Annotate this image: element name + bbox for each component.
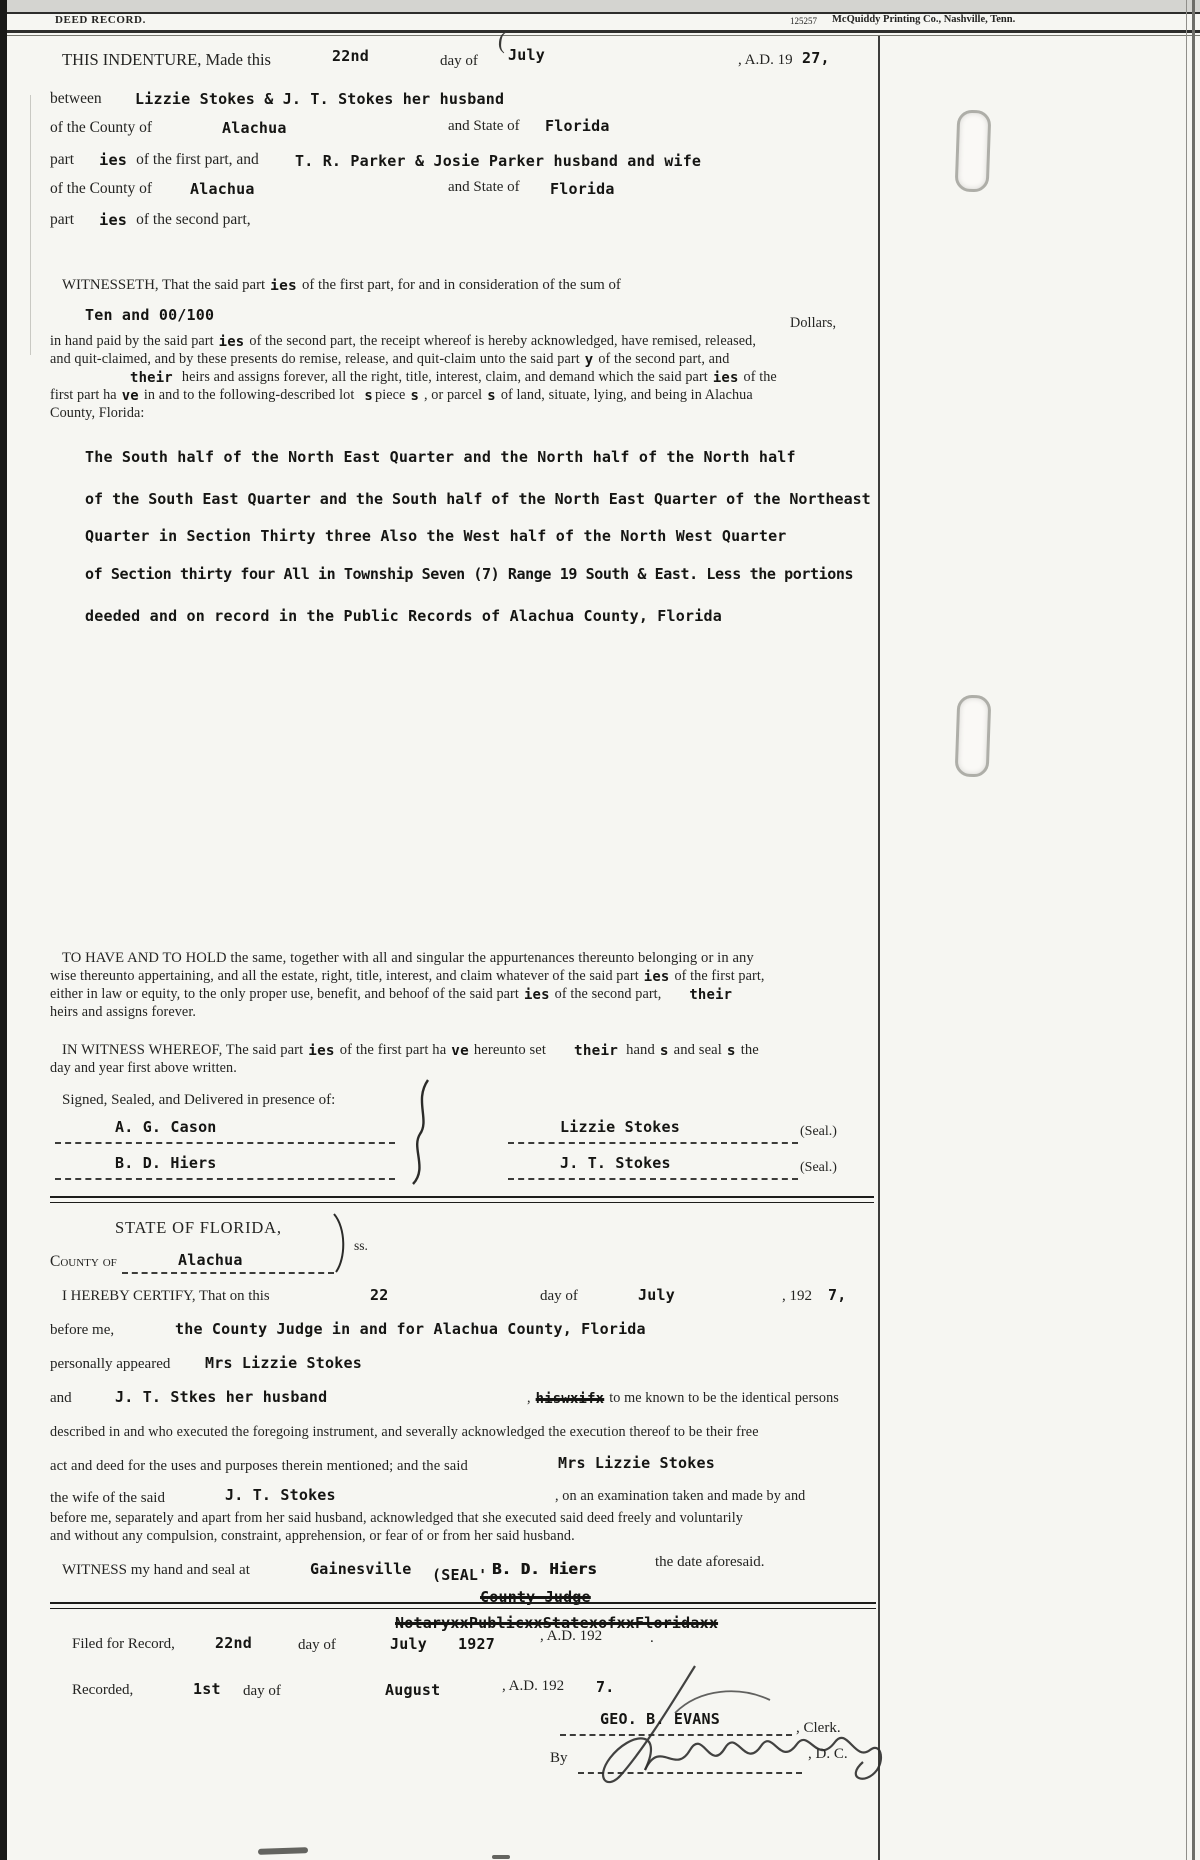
- recorded-ad-label: , A.D. 192: [502, 1678, 565, 1694]
- description-line-4: of Section thirty four All in Township Seven (7) Range 19 South & East. Less the portions: [85, 565, 854, 583]
- appeared-label: personally appeared: [50, 1356, 171, 1372]
- wife-name-typed: J. T. Stokes: [225, 1486, 336, 1504]
- bottom-ink-smudge: [258, 1847, 308, 1855]
- signer2-signature-line: [508, 1178, 798, 1180]
- witnesseth-pre: WITNESSETH, That the said part: [62, 277, 266, 293]
- said-name-typed: Mrs Lizzie Stokes: [558, 1454, 715, 1472]
- inwitness-line-1: [62, 1042, 759, 1059]
- between-label: between: [50, 90, 102, 107]
- habendum3-mid: of the second part,: [554, 986, 662, 1002]
- filed-ad-label: , A.D. 192: [540, 1628, 603, 1644]
- certify-label: I HEREBY CERTIFY, That on this: [62, 1288, 270, 1304]
- opening-ad-label: , A.D. 19: [738, 52, 793, 68]
- inwitness-m1: of the first part ha: [339, 1042, 447, 1058]
- wife-of-label: the wife of the said: [50, 1490, 165, 1506]
- certify-day-of-label: day of: [540, 1288, 578, 1304]
- body4-s1-typed: s: [364, 388, 373, 404]
- witnesseth-ies-typed: ies: [270, 278, 297, 294]
- filed-month-typed: July: [390, 1635, 427, 1653]
- grantee-state-label: and State of: [448, 179, 520, 195]
- body1-post: of the second part, the receipt whereof is hereby acknowledged, have remised, released,: [249, 333, 756, 349]
- description-line-1: The South half of the North East Quarter and the North half of the North half: [85, 448, 796, 466]
- opening-day-of-label: day of: [440, 53, 478, 69]
- seal1-label: (Seal.): [800, 1124, 837, 1139]
- left-binding-edge: [0, 0, 7, 1860]
- known-comma: ,: [527, 1390, 531, 1406]
- habendum-line-2: [50, 968, 765, 985]
- appeared-name-typed: Mrs Lizzie Stokes: [205, 1354, 362, 1372]
- grantor-state-typed: Florida: [545, 117, 610, 135]
- body4-parcel: , or parcel: [424, 387, 483, 403]
- grantee-state-typed: Florida: [550, 180, 615, 198]
- ss-label: ss.: [354, 1238, 368, 1253]
- recorded-day-of-label: day of: [243, 1683, 281, 1699]
- left-crease-line: [30, 95, 31, 355]
- top-edge-strip: [0, 0, 1200, 12]
- attestation-divider-rule: [50, 1602, 876, 1609]
- dc-label: , D. C.: [808, 1746, 848, 1762]
- opening-day-typed: 22nd: [332, 47, 369, 65]
- inwitness-their-typed: their: [574, 1043, 619, 1059]
- witness-brace: [406, 1078, 434, 1186]
- place-typed: Gainesville: [310, 1560, 412, 1578]
- habendum-line-3: [50, 986, 740, 1003]
- body4-s2-typed: s: [410, 388, 420, 404]
- grantee-county-label: of the County of: [50, 180, 153, 197]
- body2-pre: and quit-claimed, and by these presents do remise, release, and quit-claim unto the said part: [50, 351, 580, 367]
- amount-typed: Ten and 00/100: [85, 306, 215, 324]
- recorded-label: Recorded,: [72, 1682, 134, 1698]
- section-divider-rule: [50, 1196, 874, 1203]
- inwitness-line-2: day and year first above written.: [50, 1060, 237, 1076]
- body1-pre: in hand paid by the said part: [50, 333, 214, 349]
- filed-year-typed: 1927: [458, 1635, 495, 1653]
- inwitness-pre: IN WITNESS WHEREOF, The said part: [62, 1042, 304, 1058]
- known-text: to me known to be the identical persons: [609, 1390, 839, 1406]
- county-brace: [330, 1212, 350, 1274]
- habendum3-ies-typed: ies: [523, 987, 550, 1003]
- form-right-rule: [878, 36, 880, 1860]
- county-judge-struck-typed: County Judge: [480, 1588, 591, 1606]
- body3-post: of the: [743, 369, 777, 385]
- body-line-3: [130, 369, 777, 386]
- state-heading: STATE OF FLORIDA,: [115, 1218, 282, 1237]
- grantor-county-typed: Alachua: [222, 119, 287, 137]
- clerk-name-typed: GEO. B. EVANS: [600, 1710, 720, 1728]
- header-top-rule: [0, 12, 1200, 14]
- recorded-year-typed: 7.: [596, 1678, 615, 1696]
- county-typed: Alachua: [178, 1251, 243, 1269]
- filed-day-of-label: day of: [298, 1637, 336, 1653]
- inwitness-ve-typed: ve: [451, 1043, 469, 1059]
- inwitness-s1-typed: s: [659, 1043, 669, 1059]
- known-line: [527, 1390, 839, 1407]
- signer2-typed: J. T. Stokes: [560, 1154, 671, 1172]
- opening-year-typed: 27,: [802, 49, 830, 67]
- part-label: part: [50, 151, 75, 168]
- header-doc-number: 125257: [790, 16, 817, 26]
- header-bottom-rule-2: [0, 35, 1200, 36]
- certify-ad-label: , 192: [782, 1288, 812, 1304]
- part2-ies-typed: ies: [99, 211, 128, 229]
- body-line-4: [50, 387, 753, 404]
- witness1-typed: A. G. Cason: [115, 1118, 217, 1136]
- grantor-state-label: and State of: [448, 118, 520, 134]
- body1-ies-typed: ies: [218, 334, 245, 350]
- header-left-label: DEED RECORD.: [55, 14, 146, 26]
- inwitness-ies-typed: ies: [308, 1043, 335, 1059]
- body4-post: of land, situate, lying, and being in Alachua: [500, 387, 753, 403]
- dollars-label: Dollars,: [790, 315, 837, 331]
- witness2-typed: B. D. Hiers: [115, 1154, 217, 1172]
- examination-label: , on an examination taken and made by and: [555, 1488, 806, 1504]
- second-part-label: of the second part,: [136, 211, 251, 228]
- ack-body-4: and without any compulsion, constraint, apprehension, or fear of or from her said husband.: [50, 1528, 575, 1544]
- county-of-label: County of: [50, 1253, 117, 1270]
- ack-body-2: act and deed for the uses and purposes therein mentioned; and the said: [50, 1458, 468, 1474]
- filed-day-typed: 22nd: [215, 1634, 252, 1652]
- filed-dot-label: .: [650, 1630, 654, 1646]
- body4-mid: in and to the following-described lot: [143, 387, 355, 403]
- header-printer-label: McQuiddy Printing Co., Nashville, Tenn.: [832, 14, 1016, 25]
- filed-label: Filed for Record,: [72, 1636, 175, 1652]
- inwitness-m3: hand: [626, 1042, 655, 1058]
- certify-day-typed: 22: [370, 1286, 389, 1304]
- witness-seal-label: WITNESS my hand and seal at: [62, 1562, 250, 1578]
- grantee-county-typed: Alachua: [190, 180, 255, 198]
- opening-month-typed: July: [508, 46, 545, 64]
- habendum3-their-typed: their: [689, 987, 733, 1003]
- habendum3-pre: either in law or equity, to the only proper use, benefit, and behoof of the said part: [50, 986, 519, 1002]
- grantors-typed: Lizzie Stokes & J. T. Stokes her husband: [135, 90, 505, 108]
- header-bottom-rule-1: [0, 30, 1200, 33]
- signer1-signature-line: [508, 1142, 798, 1144]
- description-line-5: deeded and on record in the Public Records of Alachua County, Florida: [85, 607, 722, 625]
- officer-typed: the County Judge in and for Alachua County, Florida: [175, 1320, 646, 1338]
- presence-label: Signed, Sealed, and Delivered in presence of:: [62, 1092, 336, 1108]
- part-first-line: [50, 150, 259, 169]
- grantor-county-label: of the County of: [50, 119, 153, 136]
- habendum2-post: of the first part,: [674, 968, 765, 984]
- inwitness-m4: and seal: [673, 1042, 722, 1058]
- certify-month-typed: July: [638, 1286, 675, 1304]
- signer1-typed: Lizzie Stokes: [560, 1118, 680, 1136]
- certify-year-typed: 7,: [828, 1286, 847, 1304]
- opening-made-label: THIS INDENTURE, Made this: [62, 50, 271, 69]
- body4-s3-typed: s: [487, 388, 496, 404]
- seal2-label: (Seal.): [800, 1160, 837, 1175]
- part-ies-typed: ies: [99, 151, 128, 169]
- body2-post: of the second part, and: [598, 351, 730, 367]
- bottom-ink-speck: [492, 1855, 510, 1859]
- husband-name-typed: J. T. Stkes her husband: [115, 1388, 328, 1406]
- habendum-line-4: heirs and assigns forever.: [50, 1004, 197, 1020]
- inwitness-m5: the: [740, 1042, 759, 1058]
- witness1-signature-line: [55, 1142, 395, 1144]
- witnesseth-post: of the first part, for and in consideration of the sum of: [301, 277, 621, 293]
- county-fill-line: [122, 1272, 334, 1274]
- first-part-label: of the first part, and: [136, 151, 259, 168]
- right-page-edge-2: [1192, 0, 1195, 1860]
- by-label: By: [550, 1750, 568, 1766]
- body3-their-typed: their: [130, 370, 173, 386]
- ack-body-3: before me, separately and apart from her said husband, acknowledged that she executed said deed freely and voluntarily: [50, 1510, 743, 1526]
- inwitness-s2-typed: s: [726, 1043, 736, 1059]
- right-page-edge-1: [1186, 0, 1187, 1860]
- body4-ve-typed: ve: [121, 388, 139, 404]
- before-me-label: before me,: [50, 1322, 115, 1338]
- habendum-line-1: TO HAVE AND TO HOLD the same, together with all and singular the appurtenances thereunto belonging or in any: [62, 950, 754, 966]
- recorded-month-typed: August: [385, 1681, 441, 1699]
- body4-pre: first part ha: [50, 387, 117, 403]
- body-line-2: [50, 351, 729, 368]
- recorded-day-typed: 1st: [193, 1680, 221, 1698]
- grantees-typed: T. R. Parker & Josie Parker husband and wife: [295, 152, 702, 170]
- habendum2-ies-typed: ies: [643, 969, 670, 985]
- ack-body-1: described in and who executed the foregoing instrument, and severally acknowledged the execution thereof to be their free: [50, 1424, 759, 1440]
- date-aforesaid-label: the date aforesaid.: [655, 1554, 765, 1570]
- body4-piece: piece: [375, 387, 406, 403]
- description-line-3: Quarter in Section Thirty three Also the West half of the North West Quarter: [85, 527, 787, 545]
- body-line-5: County, Florida:: [50, 405, 145, 421]
- body3-mid: heirs and assigns forever, all the right, title, interest, claim, and demand which the said part: [181, 369, 708, 385]
- stray-pen-mark: (: [496, 27, 508, 55]
- body2-y-typed: y: [584, 352, 594, 368]
- body3-ies-typed: ies: [712, 370, 739, 386]
- body-line-1: [50, 333, 756, 350]
- habendum2-pre: wise thereunto appertaining, and all the estate, right, title, interest, and claim whatever of the said part: [50, 968, 639, 984]
- and-label: and: [50, 1390, 72, 1406]
- inwitness-m2: hereunto set: [473, 1042, 547, 1058]
- description-line-2: of the South East Quarter and the South half of the North East Quarter of the Northeast: [85, 490, 871, 508]
- seal-open-typed: (SEAL': [432, 1566, 488, 1584]
- struck-his-wife-typed: hiswxifx: [535, 1391, 605, 1407]
- clerk-label: , Clerk.: [796, 1720, 841, 1736]
- punch-hole-middle: [955, 694, 992, 777]
- part-second-line: [50, 210, 251, 229]
- part2-label: part: [50, 211, 75, 228]
- punch-hole-top: [955, 109, 992, 192]
- notary-struck-typed: NotaryxxPublicxxStatexofxxFloridaxx: [395, 1614, 719, 1632]
- witnesseth-line: [62, 277, 621, 294]
- witness2-signature-line: [55, 1178, 395, 1180]
- judge-name-typed: B. D. Hiers: [492, 1560, 597, 1578]
- clerk-handwritten-signature: [525, 1658, 905, 1798]
